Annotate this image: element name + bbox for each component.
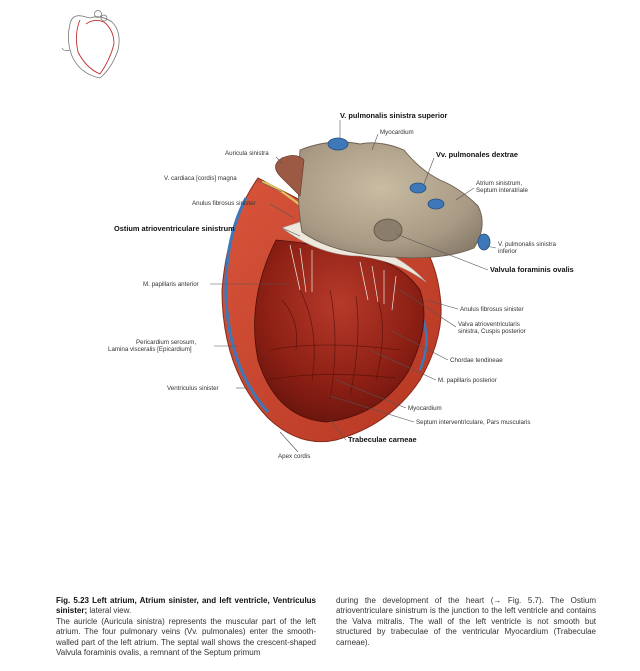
label-v-pulm-sin-sup: V. pulmonalis sinistra superior bbox=[340, 111, 448, 120]
label-v-pulm-inf-1: V. pulmonalis sinistra bbox=[498, 241, 556, 248]
label-anulus-right: Anulus fibrosus sinister bbox=[460, 306, 524, 313]
figure-caption bbox=[56, 596, 596, 658]
label-pericard-1: Pericardium serosum, bbox=[136, 339, 197, 346]
label-valva-1: Valva atrioventricularis bbox=[458, 321, 520, 328]
label-valva-2: sinistra, Cuspis posterior bbox=[458, 328, 526, 335]
label-valvula-foraminis: Valvula foraminis ovalis bbox=[490, 265, 574, 274]
label-auricula: Auricula sinistra bbox=[225, 150, 269, 157]
label-pericard-2: Lamina visceralis [Epicardium] bbox=[108, 346, 192, 353]
caption-view: lateral view. bbox=[87, 606, 132, 616]
caption-title: Fig. 5.23 Left atrium, Atrium sinister, and left ventricle, Ventriculus sinister; bbox=[56, 596, 316, 616]
caption-title-line bbox=[56, 596, 316, 617]
label-atrium-1: Atrium sinistrum, bbox=[476, 180, 523, 187]
label-apex: Apex cordis bbox=[278, 453, 311, 460]
label-chordae: Chordae tendineae bbox=[450, 357, 503, 364]
label-myocardium-top: Myocardium bbox=[380, 129, 414, 136]
caption-body-1: The auricle (Auricula sinistra) represents the muscular part of the left atrium. The four pulmonary veins (Vv. pulmonales) enter the smooth-walled part of the left atrium. The septal wall shows the crescent-shaped Valvula foraminis ovalis, a remnant of the Septum primum bbox=[56, 616, 316, 658]
label-anulus-left: Anulus fibrosus sinister bbox=[192, 200, 256, 207]
label-ventriculus: Ventriculus sinister bbox=[167, 385, 219, 392]
valvula-foraminis-ovalis bbox=[374, 219, 402, 241]
label-v-pulm-inf-2: inferior bbox=[498, 248, 517, 255]
label-septum: Septum interventriculare, Pars muscularis bbox=[416, 419, 531, 426]
label-atrium-2: Septum interatriale bbox=[476, 187, 528, 194]
label-trabeculae: Trabeculae carneae bbox=[348, 435, 417, 444]
caption-body-2: during the development of the heart (→ Fig. 5.7). The Ostium atrioventriculare sinistrum is the junction to the left ventricle and contains the Valva mitralis. The wall of the left ventricle is not smooth but structured by trabeculae of the ventricular Myocardium (Trabeculae carneae). bbox=[336, 596, 596, 647]
label-vv-pulm-dextrae: Vv. pulmonales dextrae bbox=[436, 150, 519, 159]
label-myocardium-bottom: Myocardium bbox=[408, 405, 442, 412]
label-m-pap-post: M. papillaris posterior bbox=[438, 377, 497, 384]
label-ostium: Ostium atrioventriculare sinistrum bbox=[114, 224, 235, 233]
label-m-pap-ant: M. papillaris anterior bbox=[143, 281, 199, 288]
label-v-cardiaca: V. cardiaca [cordis] magna bbox=[164, 175, 237, 182]
